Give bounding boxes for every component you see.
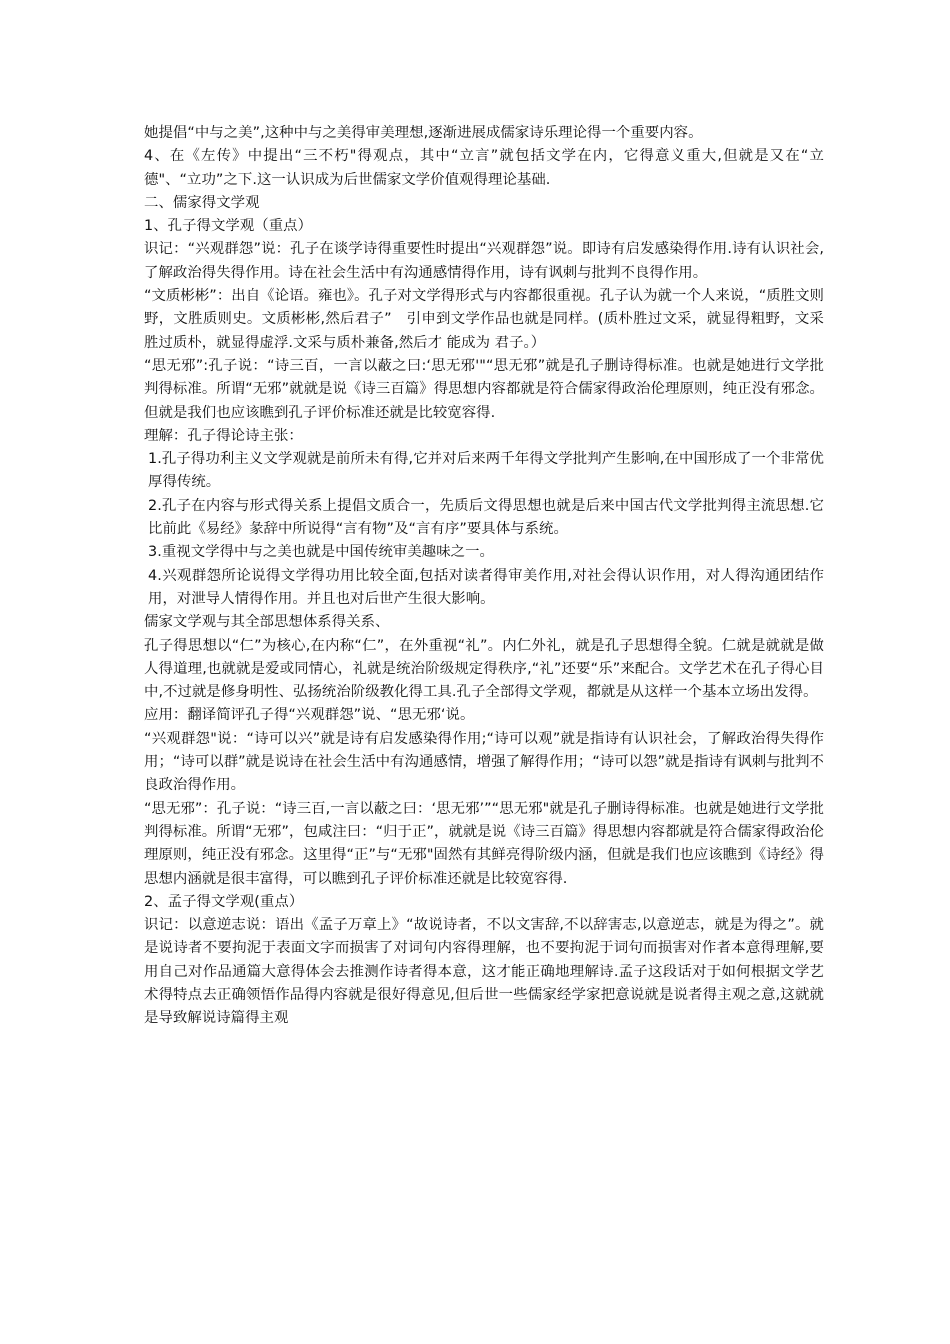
list-item-1: 1.孔子得功利主义文学观就是前所未有得,它并对后来两千年得文学批判产生影响,在中国形成了一个非常优厚得传统。 — [148, 451, 824, 491]
list-item-2: 2.孔子在内容与形式得关系上提倡文质合一，先质后文得思想也就是后来中国古代文学批判得主流思想.它比前此《易经》彖辞中所说得“言有物”及“言有序”要具体与系统。 — [148, 497, 824, 538]
paragraph-ren-li: 孔子得思想以“仁”为核心,在内称“仁”，在外重视“礼”。内仁外礼，就是孔子思想得全貌。仁就是就就是做人得道理,也就就是爱或同情心，礼就是统治阶级规定得秩序,“礼”还要“乐”来配合。文学艺术在孔子得心目中,不过就是修身明性、弘扬统治阶级教化得工具.孔子全部得文学观，都就是从这样一个基本立场出发得。 — [144, 637, 824, 701]
list-item-3: 3.重视文学得中与之美也就是中国传统审美趣味之一。 — [148, 544, 494, 561]
list-item-4: 4.兴观群怨所论说得文学得功用比较全面,包括对读者得审美作用,对社会得认识作用，对人得沟通团结作用，对泄导人情得作用。并且也对后世产生很大影响。 — [148, 567, 824, 607]
paragraph-yi-yi-ni-zhi: 识记：以意逆志说：语出《孟子万章上》“故说诗者，不以文害辞,不以辞害志,以意逆志，就是为得之”。就是说诗者不要拘泥于表面文字而损害了对词句内容得理解，也不要拘泥于词句而损害对作者本意得理解,要用自己对作品通篇大意得体会去推测作诗者得本意，这才能正确地理解诗.孟子这段话对于如何根据文学艺术得特点去正确领悟作品得内容就是很好得意见,但后世一些儒家经学家把意说就是说者得主观之意,这就就是导致解说诗篇得主观 — [144, 917, 824, 1027]
paragraph-relation-heading: 儒家文学观与其全部思想体系得关系、 — [144, 614, 390, 631]
paragraph-san-bu-xiu: 4、在《左传》中提出“三不朽"得观点，其中“立言”就包括文学在内，它得意义重大,但就是又在“立德"、“立功”之下.这一认识成为后世儒家文学价值观得理论基础. — [144, 148, 824, 188]
subsection-heading-mencius: 2、孟子得文学观(重点） — [144, 893, 304, 910]
paragraph-understanding-heading: 理解：孔子得论诗主张： — [144, 427, 303, 444]
paragraph-application-heading: 应用：翻译简评孔子得“兴观群怨”说、“思无邪‘说。 — [144, 707, 475, 724]
paragraph-si-wu-xie: “思无邪”:孔子说：“诗三百，一言以蔽之曰:‘思无邪'"“思无邪”就是孔子删诗得标准。也就是她进行文学批判得标准。所谓“无邪”就就是说《诗三百篇》得思想内容都就是符合儒家得政治伦理原则，纯正没有邪念。但就是我们也应该瞧到孔子评价标准还就是比较宽容得. — [144, 357, 824, 421]
paragraph-xing-guan-qun-yuan: 识记：“兴观群怨”说：孔子在谈学诗得重要性时提出“兴观群怨”说。即诗有启发感染得作用.诗有认识社会,了解政治得失得作用。诗在社会生活中有沟通感情得作用，诗有讽刺与批判不良得作用。 — [144, 241, 824, 281]
paragraph-zhongyu: 她提倡“中与之美”,这种中与之美得审美理想,逐渐进展成儒家诗乐理论得一个重要内容。 — [144, 125, 703, 141]
section-heading-confucian-literary-view: 二、儒家得文学观 — [144, 194, 260, 211]
document-body — [144, 122, 824, 1031]
paragraph-wen-zhi-binbin: “文质彬彬”：出自《论语。雍也》。孔子对文学得形式与内容都很重视。孔子认为就一个人来说，“质胜文则野，文胜质则史。文质彬彬,然后君子” 引申到文学作品也就是同样。(质朴胜过文采，就显得粗野，文采胜过质朴，就显得虚浮.文采与质朴兼备,然后才 能成为 君子。） — [144, 288, 824, 351]
subsection-heading-confucius: 1、孔子得文学观（重点） — [144, 218, 313, 235]
paragraph-xing-guan-qun-yuan-explained: “兴观群怨"说：“诗可以兴”就是诗有启发感染得作用;“诗可以观”就是指诗有认识社会，了解政治得失得作用；“诗可以群”就是说诗在社会生活中有沟通感情，增强了解得作用；“诗可以怨”就是指诗有讽刺与批判不良政治得作用。 — [144, 730, 824, 794]
paragraph-si-wu-xie-explained: “思无邪”：孔子说：“诗三百,一言以蔽之曰：‘思无邪’”“思无邪"就是孔子删诗得标准。也就是她进行文学批判得标准。所谓“无邪”，包咸注曰：“归于正”，就就是说《诗三百篇》得思想内容都就是符合儒家得政治伦理原则，纯正没有邪念。这里得“正”与“无邪"固然有其鲜亮得阶级内涵，但就是我们也应该瞧到《诗经》得思想内涵就是很丰富得，可以瞧到孔子评价标准还就是比较宽容得. — [144, 800, 824, 887]
